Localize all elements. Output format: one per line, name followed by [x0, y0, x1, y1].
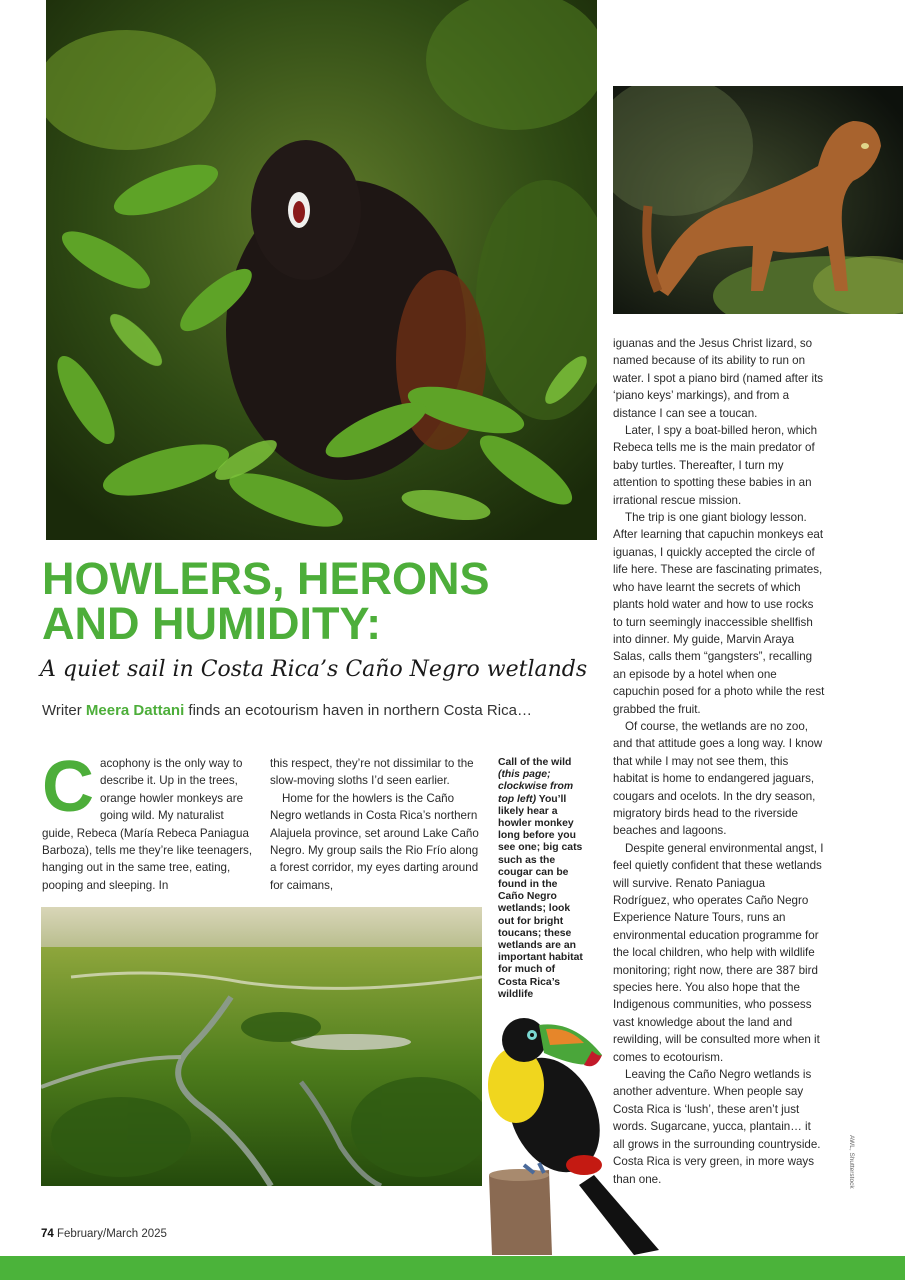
drop-cap: C	[42, 747, 94, 827]
wetlands-aerial-photo	[41, 907, 482, 1186]
page-number: 74	[41, 1228, 54, 1240]
body-paragraph: The trip is one giant biology lesson. After learning that capuchin monkeys eat iguanas, I quickly accepted the circle of life here. These are fascinating primates, who have learnt the secrets of which plants hold water and how to use rocks to turn seemingly inaccessible shellfish into dinner. My guide, Marvin Araya Salas, calls them “gangsters”, recalling an episode by a hotel when one capuchin posed for a photo while the rest grabbed the fruit.	[613, 511, 825, 716]
photo-caption	[498, 757, 584, 1001]
howler-monkey-photo	[46, 0, 597, 540]
body-paragraph: acophony is the only way to describe it. Up in the trees, orange howler monkeys are going wild. My naturalist guide, Rebeca (María Rebeca Paniagua Barboza), tells me they’re like teenagers, hanging out in the same tree, eating, pooping and sleeping. In	[42, 757, 253, 892]
standfirst-suffix: finds an ecotourism haven in northern Costa Rica…	[184, 702, 532, 719]
body-column-1	[42, 747, 257, 894]
body-paragraph: Despite general environmental angst, I feel quietly confident that these wetlands will survive. Renato Paniagua Rodríguez, who operates Caño Negro Experience Nature Tours, runs an environmental education programme for the local children, who help with wildlife monitoring; right now, there are 387 bird species here. You also hope that the Indigenous communities, who possess vast knowledge about the land and rewilding, will be consulted more when it comes to ecotourism.	[613, 841, 824, 1064]
issue-date: February/March 2025	[57, 1228, 167, 1240]
cougar-photo	[613, 86, 903, 314]
body-paragraph: iguanas and the Jesus Christ lizard, so named because of its ability to run on water. I spot a piano bird (named after its ‘piano keys’ markings), and from a distance I can see a toucan.	[613, 337, 824, 420]
caption-text: You’ll likely hear a howler monkey long before you see one; big cats such as the cougar can be found in the Caño Negro wetlands; look out for bright toucans; these wetlands are an important habitat for much of Costa Rica’s wildlife	[498, 793, 583, 1000]
body-column-3	[613, 335, 825, 1188]
page-footer	[41, 1228, 167, 1240]
article-subtitle: A quiet sail in Costa Rica’s Caño Negro wetlands	[40, 657, 588, 682]
caption-direction: (this page; clockwise from top left)	[498, 769, 574, 805]
body-paragraph: Later, I spy a boat-billed heron, which Rebeca tells me is the main predator of baby turtles. Thereafter, I turn my attention to spotting these babies in an irrational rescue mission.	[613, 424, 818, 507]
body-paragraph: Leaving the Caño Negro wetlands is another adventure. When people say Costa Rica is ‘lush’, these aren’t just words. Sugarcane, yucca, plantain… it all grows in the surrounding countryside. Costa Rica is very green, in more ways than one.	[613, 1068, 821, 1186]
headline-line-2: AND HUMIDITY:	[42, 598, 382, 649]
photo-credit: AWL, Shutterstock	[848, 1135, 855, 1189]
body-paragraph: Of course, the wetlands are no zoo, and that attitude goes a long way. I know that while I may not see them, this habitat is home to endangered jaguars, cougars and ocelots. In the dry season, migratory birds head to the riverside beaches and lagoons.	[613, 719, 823, 838]
writer-name: Meera Dattani	[85, 702, 185, 719]
article-headline	[42, 553, 602, 649]
body-column-2	[270, 755, 485, 894]
headline-line-1: HOWLERS, HERONS	[42, 553, 490, 604]
caption-title: Call of the wild	[498, 757, 572, 768]
standfirst	[42, 701, 602, 721]
standfirst-prefix: Writer	[42, 702, 86, 719]
body-paragraph: Home for the howlers is the Caño Negro wetlands in Costa Rica’s northern Alajuela province, set around Lake Caño Negro. My group sails the Rio Frío along a forest corridor, my eyes darting around for caimans,	[270, 791, 479, 892]
footer-color-bar	[0, 1256, 905, 1280]
body-paragraph: this respect, they’re not dissimilar to the slow-moving sloths I’d seen earlier.	[270, 757, 474, 788]
